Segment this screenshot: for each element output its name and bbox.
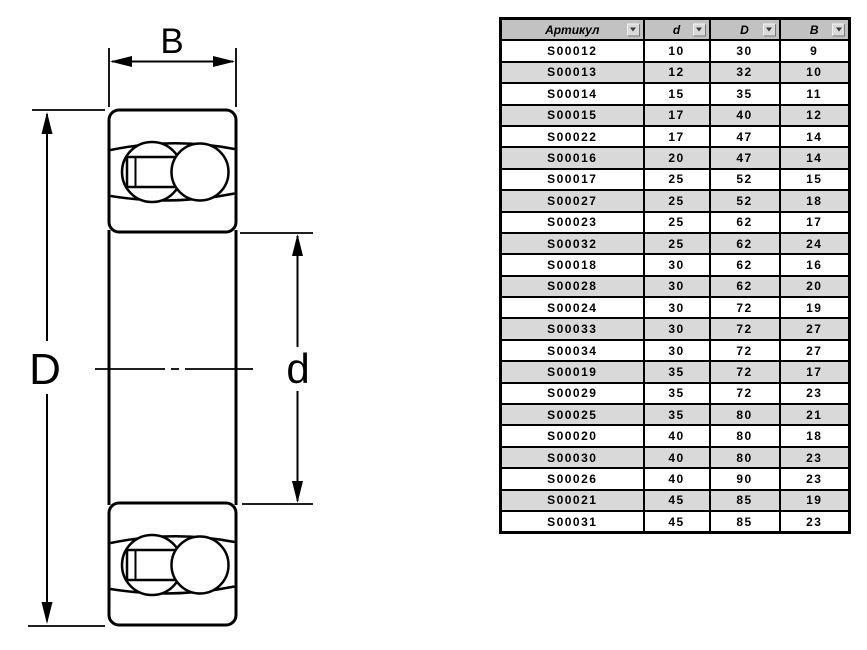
cell-value: 85 <box>710 490 780 511</box>
table-row <box>501 212 850 233</box>
table-row <box>501 447 850 468</box>
table-row <box>501 169 850 190</box>
cell-value: 52 <box>710 190 780 211</box>
cell-value: 80 <box>710 447 780 468</box>
cell-article: S00032 <box>501 233 644 254</box>
bearing-size-table <box>499 17 851 534</box>
table-row <box>501 361 850 382</box>
cell-value: 25 <box>644 233 710 254</box>
cell-value: 30 <box>644 340 710 361</box>
cell-value: 90 <box>710 468 780 489</box>
cell-value: 15 <box>780 169 850 190</box>
cell-value: 17 <box>644 105 710 126</box>
cell-value: 30 <box>644 276 710 297</box>
cell-value: 23 <box>780 447 850 468</box>
cell-article: S00021 <box>501 490 644 511</box>
table-row <box>501 40 850 61</box>
cell-value: 85 <box>710 511 780 533</box>
cell-value: 45 <box>644 511 710 533</box>
cell-article: S00022 <box>501 126 644 147</box>
triangle-down-icon <box>766 28 772 32</box>
cell-value: 19 <box>780 297 850 318</box>
table-row <box>501 190 850 211</box>
cell-article: S00013 <box>501 62 644 83</box>
cell-value: 72 <box>710 297 780 318</box>
column-header-article <box>501 19 644 41</box>
cell-article: S00015 <box>501 105 644 126</box>
cell-article: S00029 <box>501 383 644 404</box>
cell-value: 27 <box>780 340 850 361</box>
filter-button-b-width[interactable] <box>832 23 845 36</box>
filter-button-article[interactable] <box>627 23 640 36</box>
cell-value: 18 <box>780 190 850 211</box>
cell-article: S00014 <box>501 83 644 104</box>
cell-value: 62 <box>710 254 780 275</box>
bearing-cross-section <box>95 110 253 625</box>
cell-value: 9 <box>780 40 850 61</box>
cell-value: 80 <box>710 425 780 446</box>
cell-article: S00026 <box>501 468 644 489</box>
cell-value: 72 <box>710 361 780 382</box>
table-header-row <box>501 19 850 41</box>
column-header-label: D <box>740 22 749 37</box>
filter-button-d-bore[interactable] <box>693 23 706 36</box>
table-row <box>501 254 850 275</box>
cell-value: 23 <box>780 383 850 404</box>
cell-value: 14 <box>780 126 850 147</box>
cell-article: S00034 <box>501 340 644 361</box>
cell-value: 62 <box>710 276 780 297</box>
cell-value: 72 <box>710 340 780 361</box>
table-row <box>501 62 850 83</box>
table-row <box>501 490 850 511</box>
cell-value: 35 <box>710 83 780 104</box>
cell-value: 12 <box>644 62 710 83</box>
cell-value: 25 <box>644 212 710 233</box>
label-width-b: B <box>160 22 184 61</box>
cell-article: S00018 <box>501 254 644 275</box>
label-bore-diameter-d: d <box>286 345 310 392</box>
cell-value: 72 <box>710 318 780 339</box>
triangle-down-icon <box>630 28 636 32</box>
cell-value: 35 <box>644 361 710 382</box>
cell-value: 23 <box>780 511 850 533</box>
table-row <box>501 233 850 254</box>
cell-value: 23 <box>780 468 850 489</box>
cell-value: 40 <box>644 425 710 446</box>
cell-value: 18 <box>780 425 850 446</box>
cell-value: 14 <box>780 147 850 168</box>
triangle-down-icon <box>696 28 702 32</box>
table-row <box>501 126 850 147</box>
cell-value: 25 <box>644 169 710 190</box>
table-row <box>501 425 850 446</box>
cell-value: 17 <box>780 212 850 233</box>
column-header-d-outer <box>710 19 780 41</box>
cell-value: 52 <box>710 169 780 190</box>
cell-value: 15 <box>644 83 710 104</box>
cell-article: S00012 <box>501 40 644 61</box>
cell-value: 47 <box>710 147 780 168</box>
table-row <box>501 147 850 168</box>
column-header-label: B <box>809 22 819 37</box>
cell-value: 27 <box>780 318 850 339</box>
cell-article: S00028 <box>501 276 644 297</box>
table-row <box>501 105 850 126</box>
cell-value: 72 <box>710 383 780 404</box>
label-outer-diameter-d: D <box>29 345 61 394</box>
table-row <box>501 318 850 339</box>
cell-value: 32 <box>710 62 780 83</box>
table-row <box>501 297 850 318</box>
cell-value: 47 <box>710 126 780 147</box>
cell-value: 10 <box>644 40 710 61</box>
cell-value: 40 <box>710 105 780 126</box>
cell-value: 40 <box>644 468 710 489</box>
cell-value: 17 <box>644 126 710 147</box>
column-header-label: d <box>672 22 681 37</box>
cell-value: 11 <box>780 83 850 104</box>
cell-article: S00030 <box>501 447 644 468</box>
column-header-label: Артикул <box>545 22 600 37</box>
cell-value: 19 <box>780 490 850 511</box>
cell-article: S00025 <box>501 404 644 425</box>
cell-article: S00033 <box>501 318 644 339</box>
column-header-b-width <box>780 19 850 41</box>
filter-button-d-outer[interactable] <box>763 23 776 36</box>
column-header-d-bore <box>644 19 710 41</box>
cell-value: 30 <box>644 254 710 275</box>
cell-value: 62 <box>710 212 780 233</box>
cell-value: 25 <box>644 190 710 211</box>
cell-article: S00017 <box>501 169 644 190</box>
cell-value: 30 <box>644 318 710 339</box>
cell-value: 30 <box>710 40 780 61</box>
cell-article: S00027 <box>501 190 644 211</box>
cell-value: 24 <box>780 233 850 254</box>
cell-value: 35 <box>644 404 710 425</box>
dimension-d-outer <box>28 110 105 626</box>
table-row <box>501 404 850 425</box>
cell-value: 17 <box>780 361 850 382</box>
table-row <box>501 511 850 533</box>
cell-article: S00023 <box>501 212 644 233</box>
cell-value: 20 <box>780 276 850 297</box>
cell-value: 16 <box>780 254 850 275</box>
cell-value: 12 <box>780 105 850 126</box>
table-body <box>501 40 850 532</box>
cell-value: 10 <box>780 62 850 83</box>
table-row <box>501 340 850 361</box>
cell-article: S00019 <box>501 361 644 382</box>
cell-value: 80 <box>710 404 780 425</box>
triangle-down-icon <box>836 28 842 32</box>
table-row <box>501 276 850 297</box>
dimension-b <box>109 22 236 107</box>
cell-value: 62 <box>710 233 780 254</box>
cell-article: S00031 <box>501 511 644 533</box>
table-row <box>501 468 850 489</box>
table-row <box>501 383 850 404</box>
table-row <box>501 83 850 104</box>
cell-article: S00016 <box>501 147 644 168</box>
cell-value: 21 <box>780 404 850 425</box>
cell-value: 30 <box>644 297 710 318</box>
bearing-drawing <box>0 0 433 650</box>
cell-value: 20 <box>644 147 710 168</box>
cell-article: S00020 <box>501 425 644 446</box>
cell-value: 35 <box>644 383 710 404</box>
cell-value: 45 <box>644 490 710 511</box>
cell-article: S00024 <box>501 297 644 318</box>
cell-value: 40 <box>644 447 710 468</box>
